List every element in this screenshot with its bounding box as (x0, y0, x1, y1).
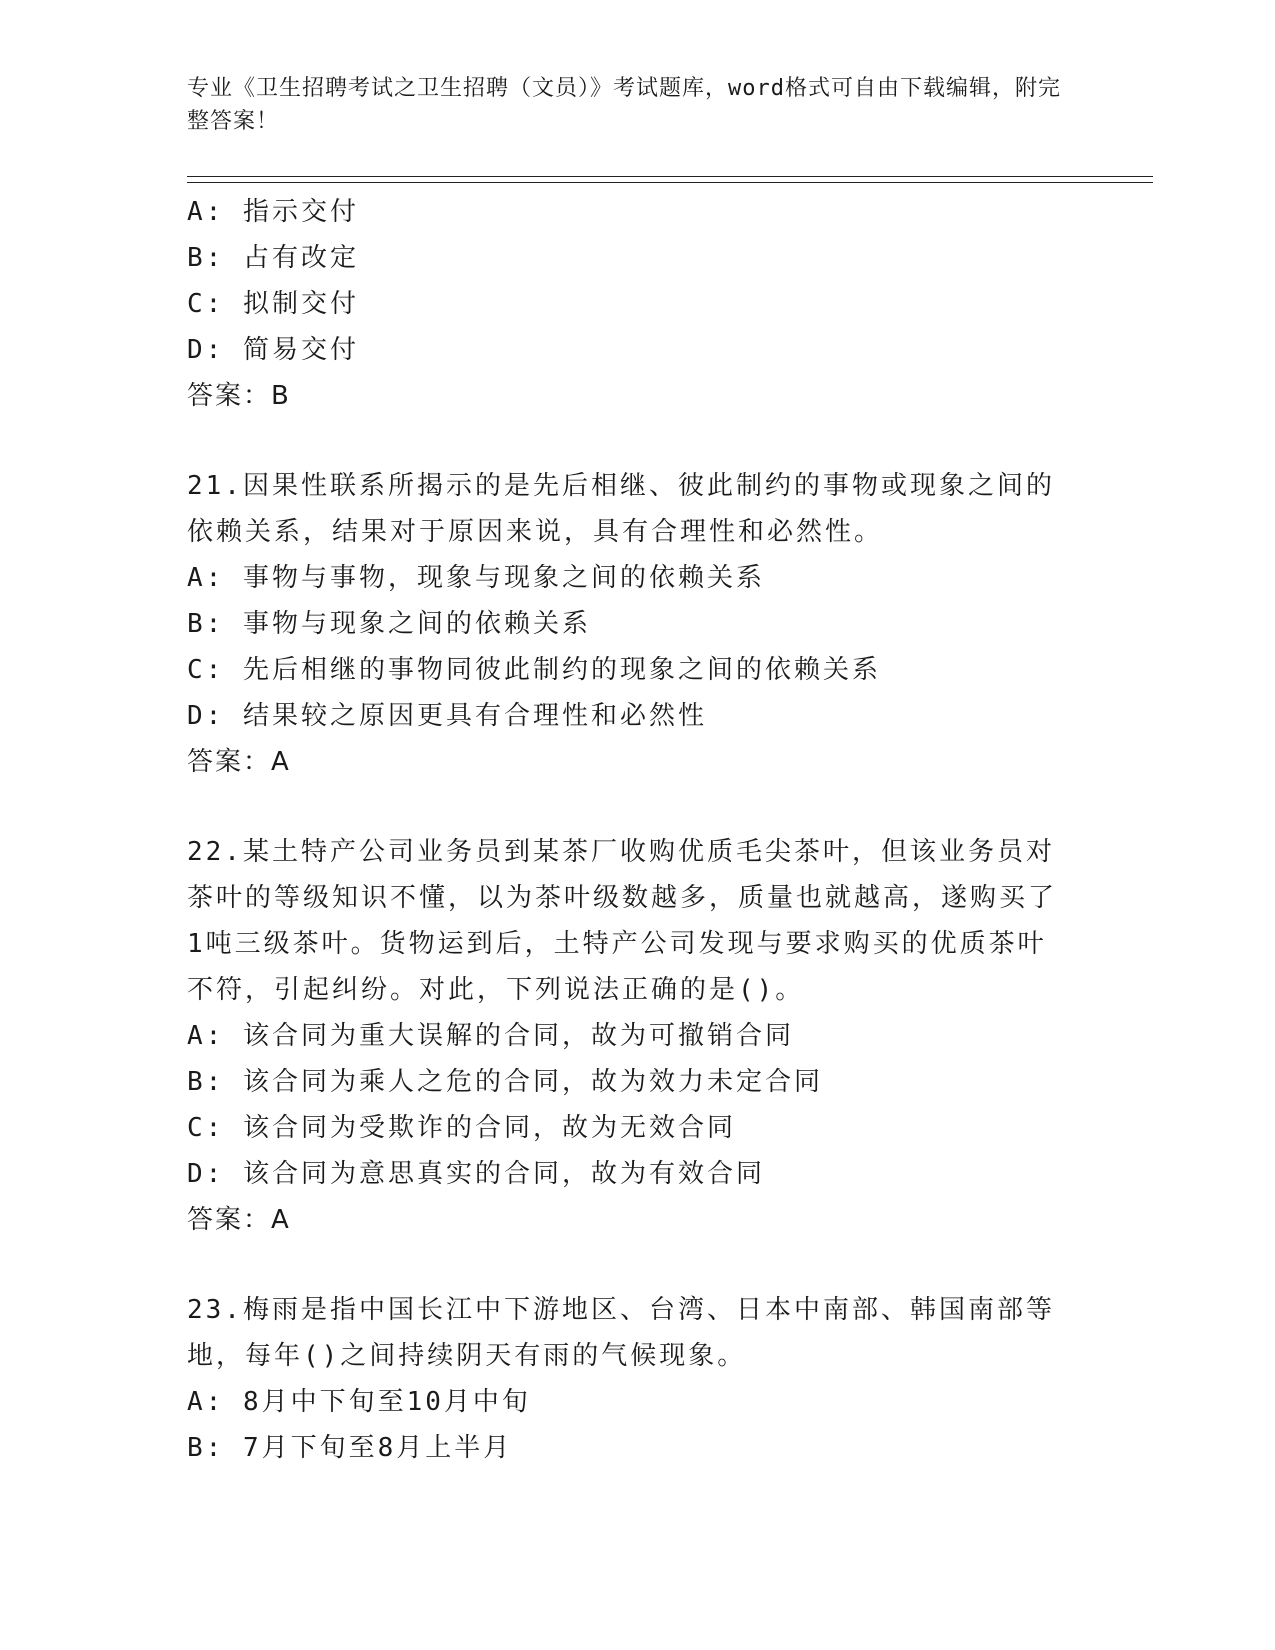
option-a: A: 8月中下旬至10月中旬 (187, 1387, 531, 1417)
question-21 (187, 463, 1067, 785)
option-b: B: 7月下旬至8月上半月 (187, 1433, 513, 1463)
question-text: 22.某土特产公司业务员到某茶厂收购优质毛尖茶叶，但该业务员对茶叶的等级知识不懂，以为茶叶级数越多，质量也就越高，遂购买了1吨三级茶叶。货物运到后，土特产公司发现与要求购买的优质茶叶不符，引起纠纷。对此，下列说法正确的是()。 (187, 837, 1058, 1005)
answer-line: 答案：A (187, 1205, 291, 1235)
question-text: 21.因果性联系所揭示的是先后相继、彼此制约的事物或现象之间的依赖关系，结果对于原因来说，具有合理性和必然性。 (187, 471, 1055, 547)
option-d: D: 简易交付 (187, 335, 359, 365)
option-b: B: 事物与现象之间的依赖关系 (187, 609, 591, 639)
answer-line: 答案：A (187, 747, 291, 777)
answer-line: 答案：B (187, 381, 291, 411)
question-22 (187, 829, 1067, 1243)
spacer (187, 419, 1067, 463)
option-a: A: 指示交付 (187, 197, 359, 227)
option-a: A: 事物与事物，现象与现象之间的依赖关系 (187, 563, 765, 593)
document-header: 专业《卫生招聘考试之卫生招聘（文员）》考试题库，word格式可自由下载编辑，附完整答案！ (187, 76, 1061, 134)
option-d: D: 结果较之原因更具有合理性和必然性 (187, 701, 707, 731)
option-b: B: 该合同为乘人之危的合同，故为效力未定合同 (187, 1067, 823, 1097)
question-text: 23.梅雨是指中国长江中下游地区、台湾、日本中南部、韩国南部等地，每年()之间持续阴天有雨的气候现象。 (187, 1295, 1055, 1371)
question-20 (187, 189, 1067, 419)
option-c: C: 该合同为受欺诈的合同，故为无效合同 (187, 1113, 736, 1143)
header-divider-top (187, 176, 1153, 177)
option-a: A: 该合同为重大误解的合同，故为可撤销合同 (187, 1021, 794, 1051)
option-c: C: 先后相继的事物同彼此制约的现象之间的依赖关系 (187, 655, 881, 685)
spacer (187, 1243, 1067, 1287)
spacer (187, 785, 1067, 829)
question-list (187, 189, 1067, 1471)
option-c: C: 拟制交付 (187, 289, 359, 319)
option-b: B: 占有改定 (187, 243, 359, 273)
header-divider-bottom (187, 182, 1153, 183)
option-d: D: 该合同为意思真实的合同，故为有效合同 (187, 1159, 765, 1189)
question-23 (187, 1287, 1067, 1471)
